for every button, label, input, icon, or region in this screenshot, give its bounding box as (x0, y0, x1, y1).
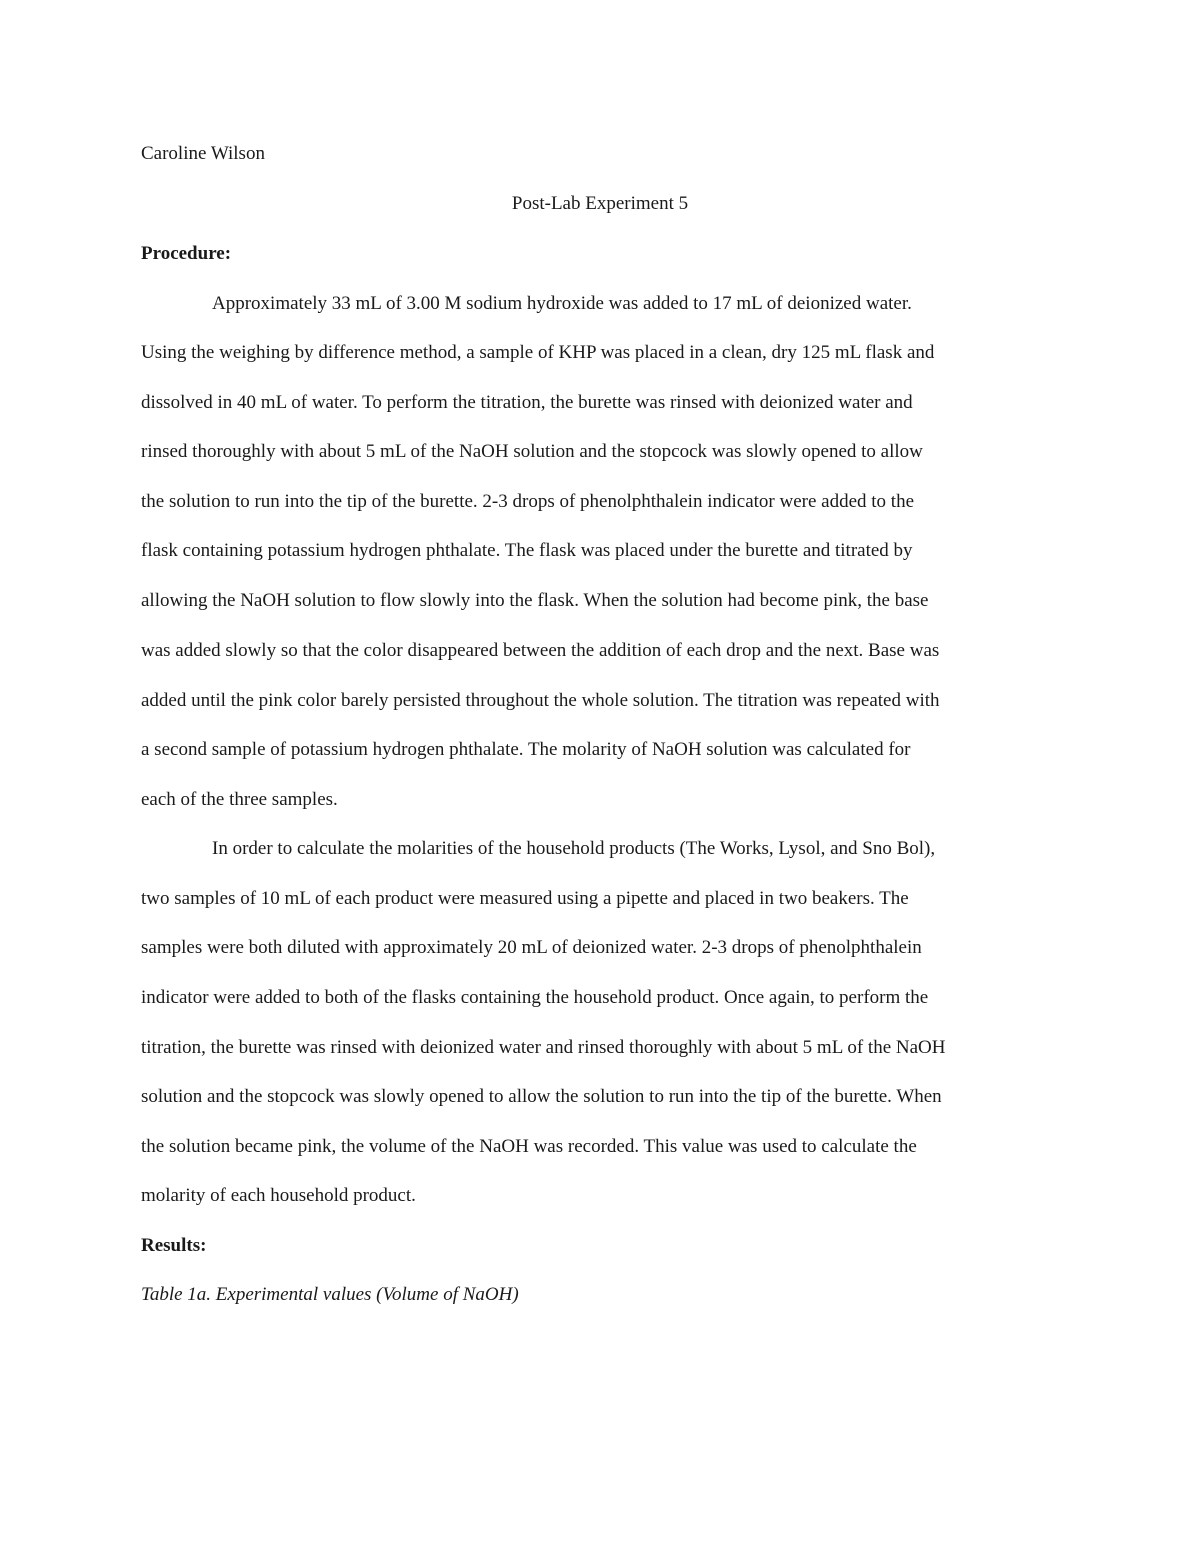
paragraph-1-line-8: was added slowly so that the color disappeared between the addition of each drop and the next. Base was (141, 640, 940, 661)
paragraph-1-line-6: flask containing potassium hydrogen phthalate. The flask was placed under the burette and titrated by (141, 540, 913, 561)
paragraph-1-line-7: allowing the NaOH solution to flow slowly into the flask. When the solution had become pink, the base (141, 590, 929, 611)
procedure-heading: Procedure: (141, 243, 232, 264)
paragraph-1-line-3: dissolved in 40 mL of water. To perform the titration, the burette was rinsed with deionized water and (141, 392, 913, 413)
paragraph-2-line-7: the solution became pink, the volume of the NaOH was recorded. This value was used to calculate the (141, 1136, 917, 1157)
paragraph-2-line-2: two samples of 10 mL of each product were measured using a pipette and placed in two beakers. The (141, 888, 909, 909)
paragraph-2-line-5: titration, the burette was rinsed with deionized water and rinsed thoroughly with about 5 mL of the NaOH (141, 1037, 946, 1058)
paragraph-1-line-10: a second sample of potassium hydrogen phthalate. The molarity of NaOH solution was calculated for (141, 739, 911, 760)
results-heading: Results: (141, 1235, 207, 1256)
paragraph-2-line-6: solution and the stopcock was slowly opened to allow the solution to run into the tip of the burette. When (141, 1086, 942, 1107)
paragraph-1-line-1: Approximately 33 mL of 3.00 M sodium hydroxide was added to 17 mL of deionized water. (212, 293, 912, 314)
paragraph-1-line-2: Using the weighing by difference method, a sample of KHP was placed in a clean, dry 125 mL flask and (141, 342, 935, 363)
paragraph-2-line-4: indicator were added to both of the flasks containing the household product. Once again, to perform the (141, 987, 929, 1008)
paragraph-1-line-9: added until the pink color barely persisted throughout the whole solution. The titration was repeated with (141, 690, 940, 711)
paragraph-2-line-3: samples were both diluted with approximately 20 mL of deionized water. 2-3 drops of phenolphthalein (141, 937, 922, 958)
author-name: Caroline Wilson (141, 143, 265, 164)
paragraph-1-line-4: rinsed thoroughly with about 5 mL of the NaOH solution and the stopcock was slowly opened to allow (141, 441, 923, 462)
paragraph-1-line-11: each of the three samples. (141, 789, 338, 810)
paragraph-2-line-1: In order to calculate the molarities of the household products (The Works, Lysol, and Sno Bol), (212, 838, 936, 859)
paragraph-1-line-5: the solution to run into the tip of the burette. 2-3 drops of phenolphthalein indicator were added to the (141, 491, 915, 512)
document-title: Post-Lab Experiment 5 (511, 193, 689, 214)
paragraph-2-line-8: molarity of each household product. (141, 1185, 416, 1206)
table-caption: Table 1a. Experimental values (Volume of NaOH) (141, 1284, 519, 1305)
